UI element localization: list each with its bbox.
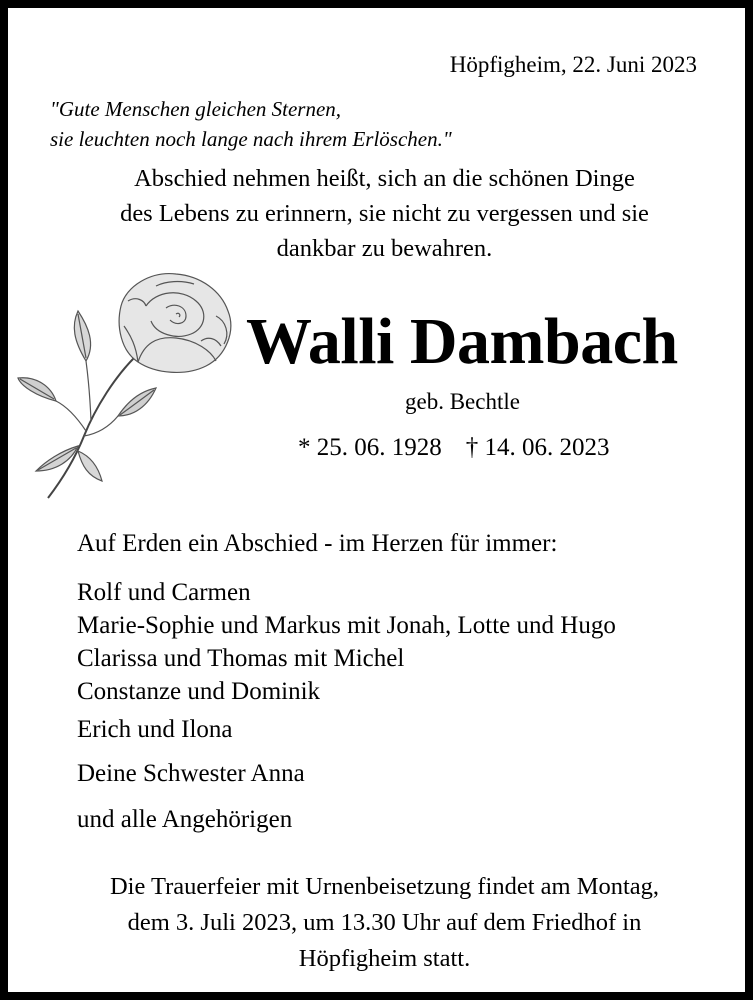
farewell-text	[48, 161, 721, 266]
list-item: Erich und Ilona	[77, 716, 233, 743]
list-item: und alle Angehörigen	[77, 806, 293, 833]
list-item: Clarissa und Thomas mit Michel	[77, 645, 405, 672]
farewell-line: Abschied nehmen heißt, sich an die schönen Dinge	[134, 165, 635, 192]
birth-date: * 25. 06. 1928	[298, 434, 442, 461]
death-date: † 14. 06. 2023	[465, 434, 610, 461]
quote-line: "Gute Menschen gleichen Sternen,	[50, 97, 342, 121]
service-info	[36, 869, 733, 977]
service-line: Die Trauerfeier mit Urnenbeisetzung findet am Montag,	[109, 873, 660, 900]
service-line: Höpfigheim statt.	[298, 945, 471, 972]
mourners-list	[77, 576, 616, 708]
rose-icon	[16, 266, 248, 506]
quote	[50, 94, 650, 154]
life-dates	[298, 434, 610, 462]
quote-line: sie leuchten noch lange nach ihrem Erlöschen."	[50, 127, 452, 151]
farewell-line: des Lebens zu erinnern, sie nicht zu vergessen und sie	[120, 200, 649, 227]
list-item: Constanze und Dominik	[77, 678, 321, 705]
place-date: Höpfigheim, 22. Juni 2023	[449, 52, 697, 77]
list-item: Rolf und Carmen	[77, 579, 251, 606]
deceased-name: Walli Dambach	[246, 305, 678, 378]
farewell-line: dankbar zu bewahren.	[276, 235, 493, 262]
birth-name: geb. Bechtle	[405, 389, 520, 414]
list-item: Deine Schwester Anna	[77, 760, 305, 787]
mourners-intro: Auf Erden ein Abschied - im Herzen für immer:	[77, 530, 558, 557]
service-line: dem 3. Juli 2023, um 13.30 Uhr auf dem Friedhof in	[127, 909, 642, 936]
list-item: Marie-Sophie und Markus mit Jonah, Lotte und Hugo	[77, 612, 616, 639]
